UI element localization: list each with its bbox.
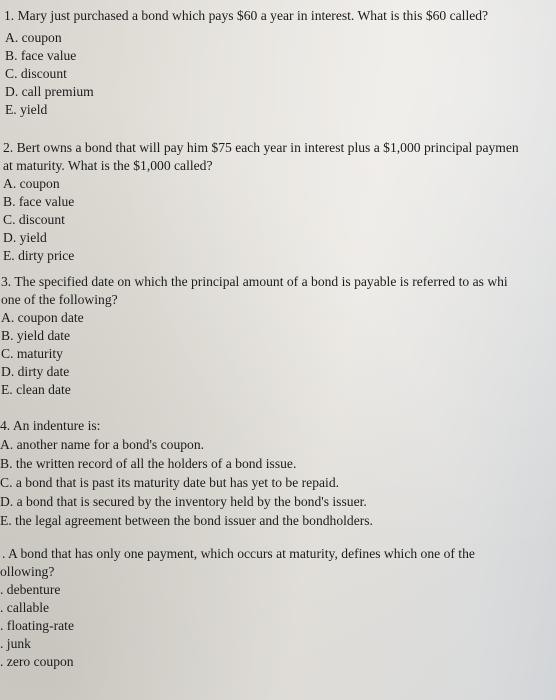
question-4-option-d: D. a bond that is secured by the inventory held by the bond's issuer.	[0, 494, 367, 509]
question-4-option-a: A. another name for a bond's coupon.	[0, 437, 205, 452]
question-2-stem: 2. Bert owns a bond that will pay him $75 each year in interest plus a $1,000 principal paymen	[3, 140, 519, 155]
question-5-option-a: . debenture	[0, 582, 61, 597]
question-5-stem-continued: ollowing?	[0, 564, 55, 579]
question-1-option-e: E. yield	[5, 102, 48, 117]
question-3-option-d: D. dirty date	[1, 364, 70, 379]
question-2-option-d: D. yield	[3, 230, 47, 245]
question-2-option-c: C. discount	[3, 212, 65, 227]
question-2-option-a: A. coupon	[3, 176, 60, 191]
question-3-option-b: B. yield date	[1, 328, 71, 343]
question-3-option-c: C. maturity	[1, 346, 63, 361]
question-1-stem: 1. Mary just purchased a bond which pays $60 a year in interest. What is this $60 called?	[4, 8, 489, 23]
question-5-stem: . A bond that has only one payment, which occurs at maturity, defines which one of the	[2, 546, 475, 561]
question-1-option-d: D. call premium	[5, 84, 94, 99]
question-4-option-c: C. a bond that is past its maturity date but has yet to be repaid.	[0, 475, 340, 490]
question-2-stem-continued: at maturity. What is the $1,000 called?	[3, 158, 213, 173]
question-1-option-a: A. coupon	[5, 30, 62, 45]
question-1-option-b: B. face value	[5, 48, 77, 63]
question-3-stem: 3. The specified date on which the principal amount of a bond is payable is referred to as whi	[1, 274, 508, 289]
question-4-option-b: B. the written record of all the holders of a bond issue.	[0, 456, 297, 471]
question-4-stem: 4. An indenture is:	[0, 418, 101, 433]
question-5-option-e: . zero coupon	[0, 654, 74, 669]
question-3-stem-continued: one of the following?	[1, 292, 118, 307]
question-5-option-d: . junk	[0, 636, 31, 651]
question-1-option-c: C. discount	[5, 66, 67, 81]
question-5-option-c: . floating-rate	[0, 618, 74, 633]
question-3-option-e: E. clean date	[1, 382, 71, 397]
question-5-option-b: . callable	[0, 600, 50, 615]
question-3-option-a: A. coupon date	[1, 310, 84, 325]
question-4-option-e: E. the legal agreement between the bond issuer and the bondholders.	[0, 513, 373, 528]
question-2-option-e: E. dirty price	[3, 248, 75, 263]
question-2-option-b: B. face value	[3, 194, 75, 209]
